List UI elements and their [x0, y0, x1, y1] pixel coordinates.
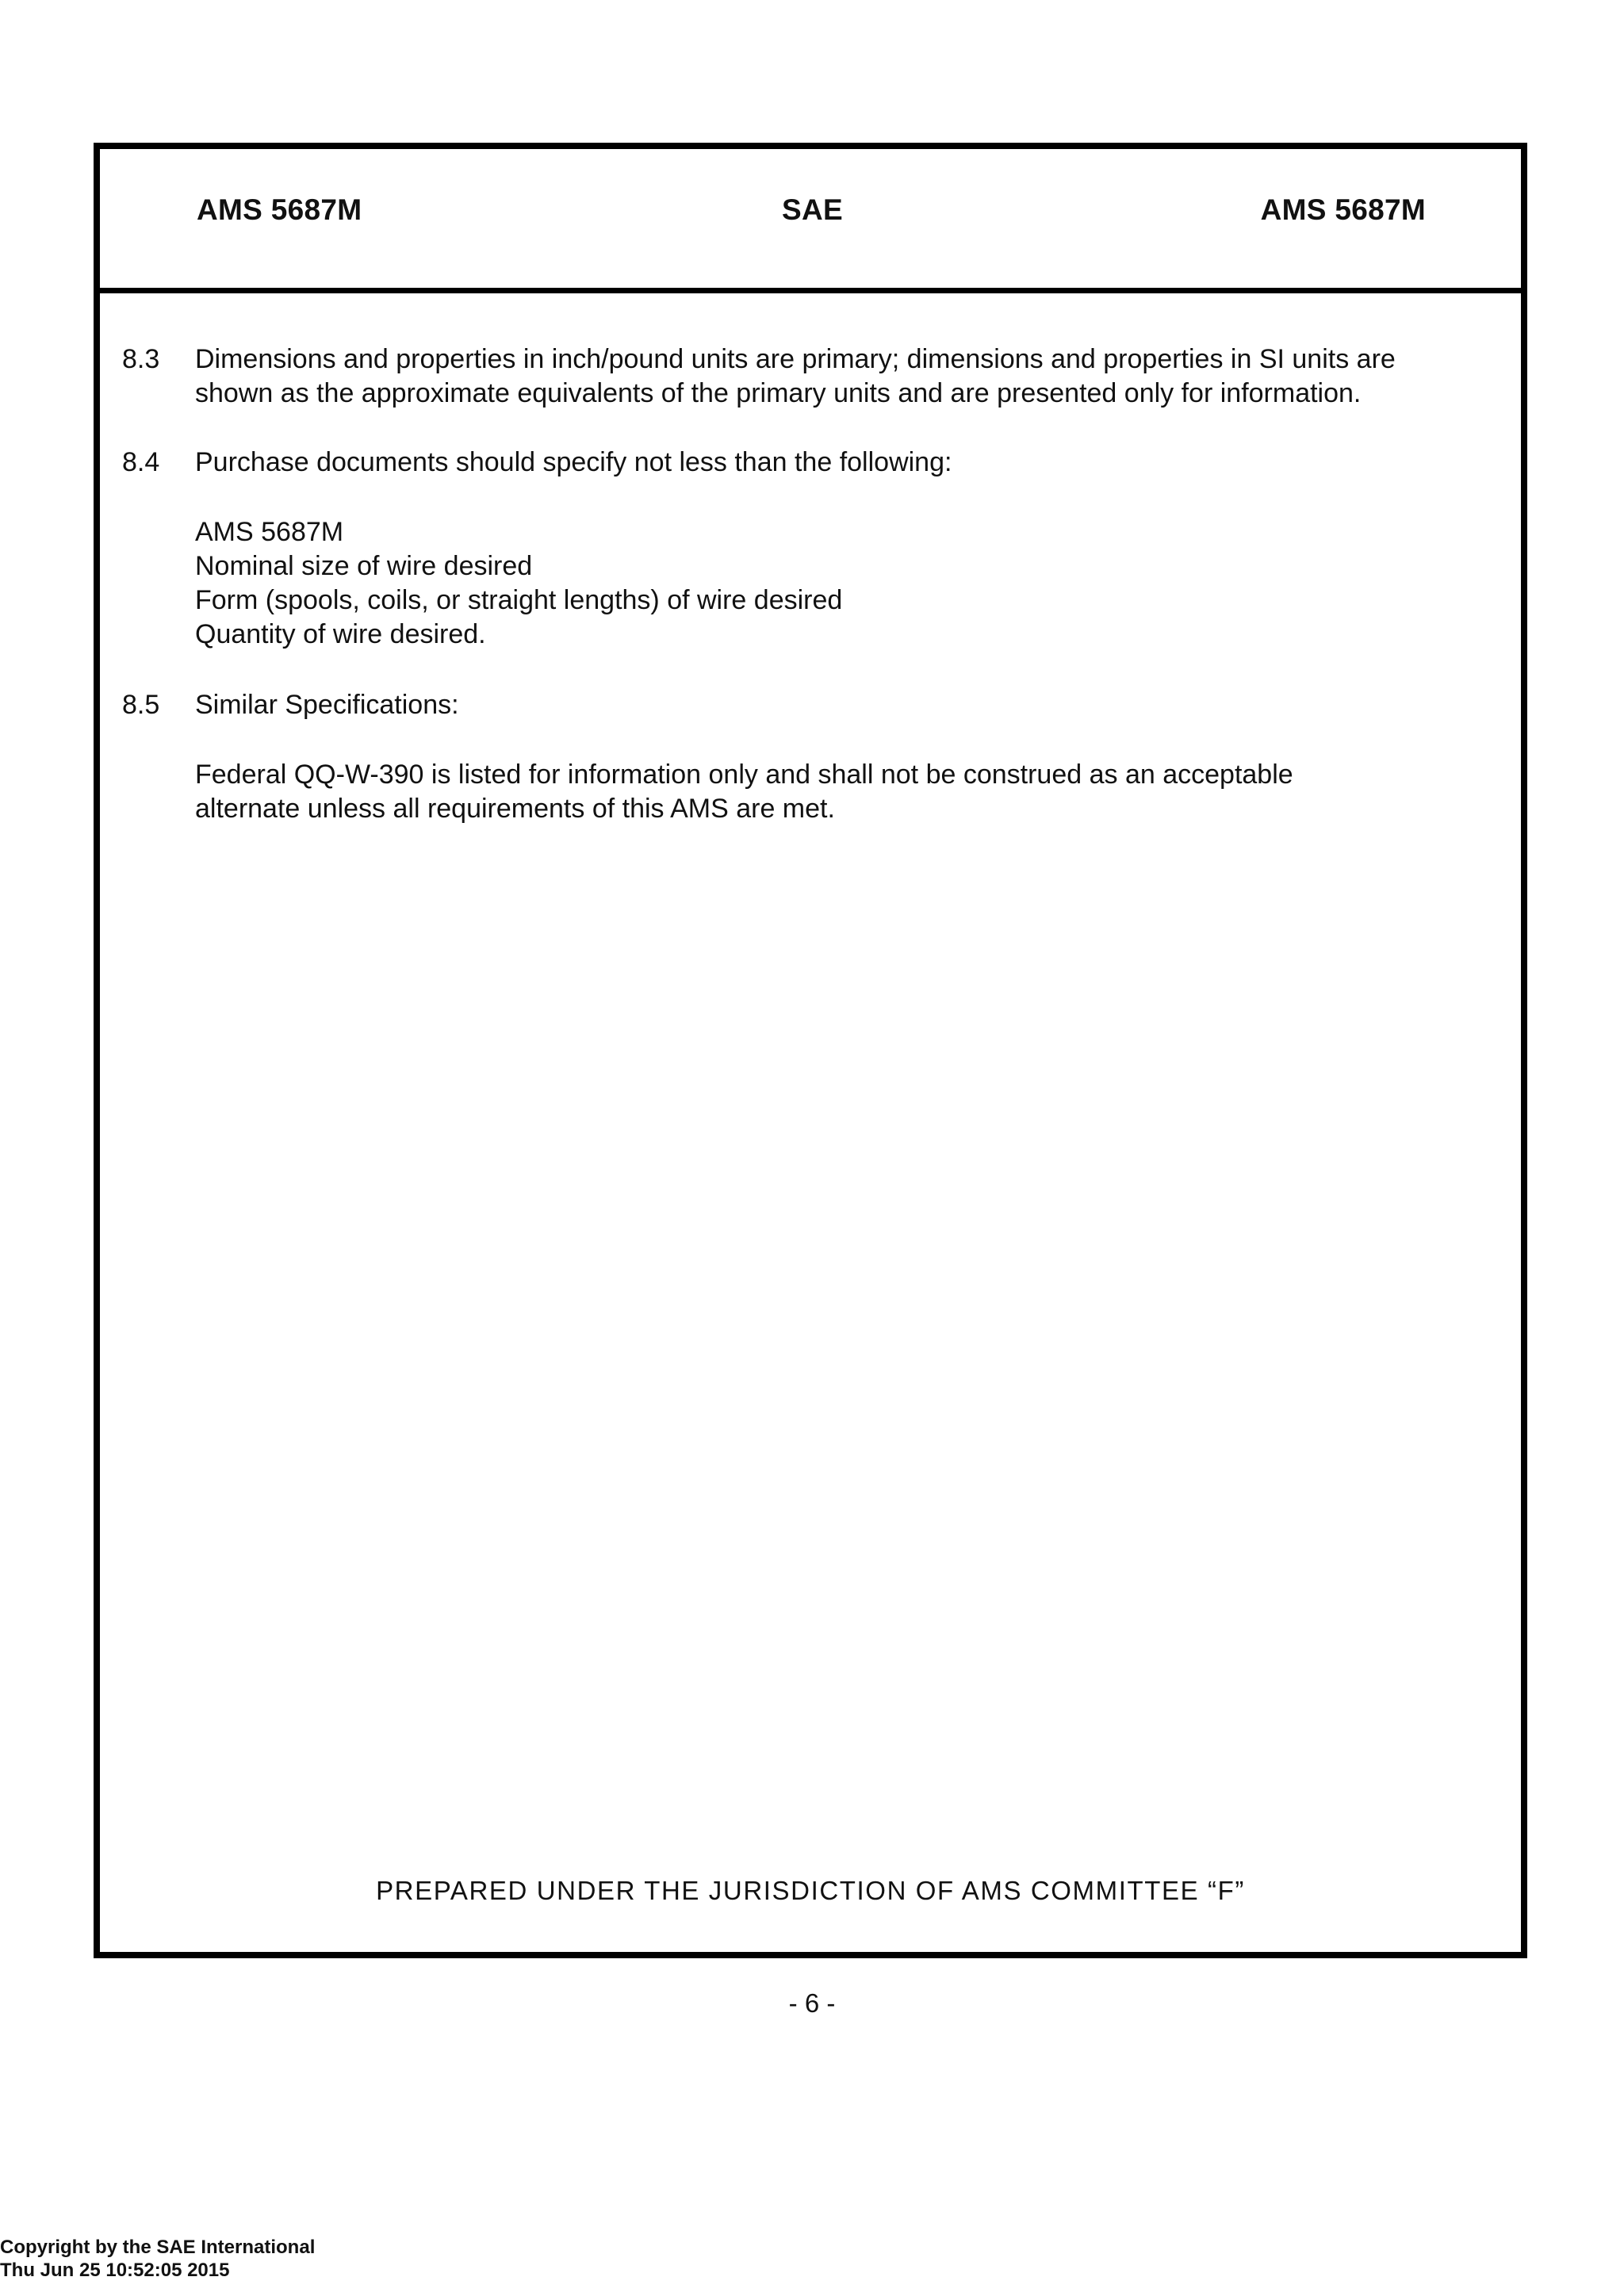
committee-note: PREPARED UNDER THE JURISDICTION OF AMS COMMITTEE “F”: [376, 1876, 1245, 1905]
list-items: [195, 515, 1496, 652]
section-text: [195, 446, 1496, 480]
header-doc-id-left: AMS 5687M: [197, 193, 362, 226]
section-number: 8.5: [122, 690, 160, 720]
list-item: Nominal size of wire desired: [195, 551, 533, 581]
copyright-stamp: [0, 2236, 315, 2282]
header-org: SAE: [782, 193, 843, 226]
document-header: [100, 149, 1521, 293]
list-item: Quantity of wire desired.: [195, 619, 486, 649]
text-line: Dimensions and properties in inch/pound units are primary; dimensions and properties in SI units are: [195, 344, 1396, 374]
list-item: AMS 5687M: [195, 517, 344, 547]
text-line: shown as the approximate equivalents of the primary units and are presented only for information.: [195, 378, 1362, 408]
header-doc-id-right: AMS 5687M: [1260, 193, 1426, 226]
page-number: - 6 -: [788, 1988, 836, 2018]
timestamp-line: Thu Jun 25 10:52:05 2015: [0, 2260, 230, 2281]
section-text: [195, 758, 1496, 826]
text-line: Purchase documents should specify not less than the following:: [195, 447, 952, 477]
text-line: Federal QQ-W-390 is listed for information only and shall not be construed as an acceptable: [195, 760, 1293, 790]
document-frame: [94, 143, 1527, 1958]
section-number: 8.4: [122, 447, 160, 477]
text-line: alternate unless all requirements of this AMS are met.: [195, 794, 835, 824]
section-text: [195, 342, 1496, 411]
section-number: 8.3: [122, 344, 160, 374]
list-item: Form (spools, coils, or straight lengths) of wire desired: [195, 585, 843, 615]
text-line: Similar Specifications:: [195, 690, 459, 720]
section-text: [195, 688, 1496, 722]
copyright-line: Copyright by the SAE International: [0, 2237, 316, 2258]
